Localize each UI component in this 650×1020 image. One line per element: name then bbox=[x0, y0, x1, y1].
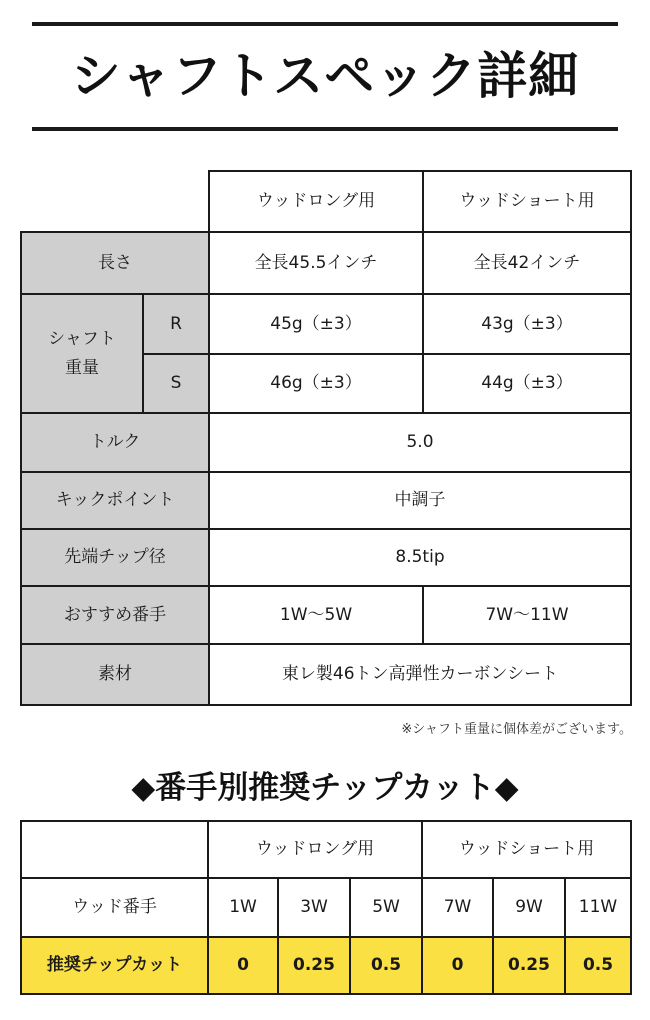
recommended-label: おすすめ番手 bbox=[20, 585, 210, 645]
page-title: シャフトスペック詳細 bbox=[70, 47, 580, 105]
header-wood-short: ウッドショート用 bbox=[422, 170, 632, 233]
torque-value: 5.0 bbox=[208, 412, 632, 473]
tip-diameter-label: 先端チップ径 bbox=[20, 528, 210, 587]
title-top-rule bbox=[32, 22, 618, 26]
club-11w: 11W bbox=[564, 877, 632, 938]
weight-label: シャフト 重量 bbox=[20, 293, 144, 414]
weight-r-long: 45g（±3） bbox=[208, 293, 424, 355]
cut-1w: 0 bbox=[207, 936, 279, 995]
weight-s-long: 46g（±3） bbox=[208, 353, 424, 414]
recommended-short: 7W〜11W bbox=[422, 585, 632, 645]
length-short: 全長42インチ bbox=[422, 231, 632, 295]
material-label: 素材 bbox=[20, 643, 210, 706]
recommended-cut-label: 推奨チップカット bbox=[20, 936, 209, 995]
torque-label: トルク bbox=[20, 412, 210, 473]
kick-point-label: キックポイント bbox=[20, 471, 210, 530]
club-9w: 9W bbox=[492, 877, 566, 938]
weight-variance-note: ※シャフト重量に個体差がございます。 bbox=[401, 722, 632, 737]
tip-cut-title: ◆番手別推奨チップカット◆ bbox=[131, 770, 519, 806]
kick-point-value: 中調子 bbox=[208, 471, 632, 530]
tip-diameter-value: 8.5tip bbox=[208, 528, 632, 587]
tip-header-wood-short: ウッドショート用 bbox=[421, 820, 632, 879]
club-7w: 7W bbox=[421, 877, 494, 938]
header-wood-long: ウッドロング用 bbox=[208, 170, 424, 233]
club-1w: 1W bbox=[207, 877, 279, 938]
material-value: 東レ製46トン高弾性カーボンシート bbox=[208, 643, 632, 706]
tip-table-corner bbox=[20, 820, 209, 879]
flex-r-label: R bbox=[142, 293, 210, 355]
cut-7w: 0 bbox=[421, 936, 494, 995]
club-5w: 5W bbox=[349, 877, 423, 938]
club-3w: 3W bbox=[277, 877, 351, 938]
cut-9w: 0.25 bbox=[492, 936, 566, 995]
flex-s-label: S bbox=[142, 353, 210, 414]
weight-r-short: 43g（±3） bbox=[422, 293, 632, 355]
cut-3w: 0.25 bbox=[277, 936, 351, 995]
recommended-long: 1W〜5W bbox=[208, 585, 424, 645]
title-bottom-rule bbox=[32, 127, 618, 131]
length-long: 全長45.5インチ bbox=[208, 231, 424, 295]
length-label: 長さ bbox=[20, 231, 210, 295]
weight-s-short: 44g（±3） bbox=[422, 353, 632, 414]
tip-header-wood-long: ウッドロング用 bbox=[207, 820, 423, 879]
cut-11w: 0.5 bbox=[564, 936, 632, 995]
wood-number-label: ウッド番手 bbox=[20, 877, 209, 938]
cut-5w: 0.5 bbox=[349, 936, 423, 995]
